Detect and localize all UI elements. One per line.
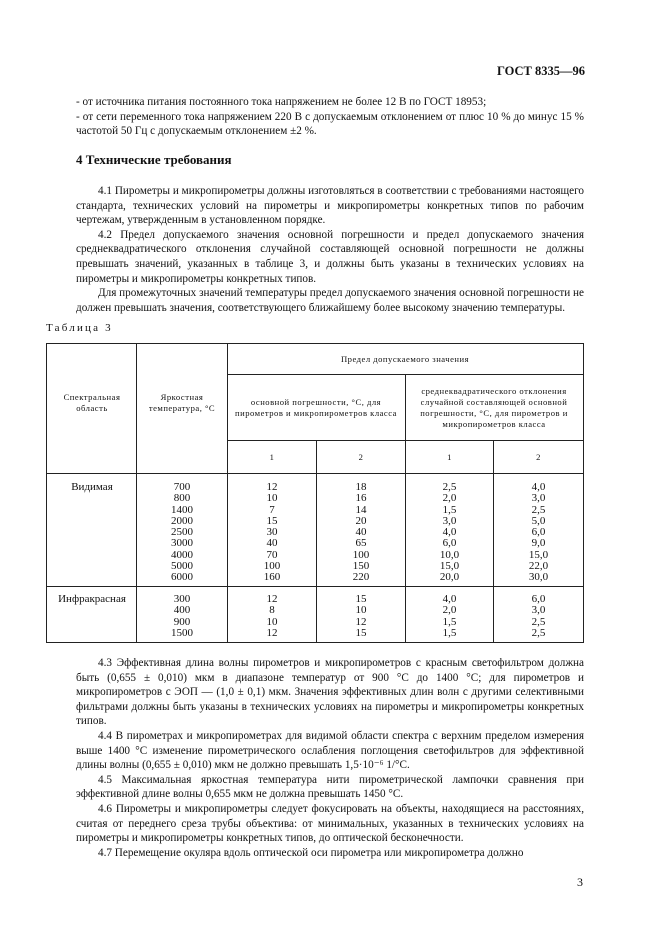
basic-class1-visible: 12 10 7 15 30 40 70 100 160 [263, 481, 281, 584]
power-supply-text [76, 95, 584, 139]
table-divider [493, 440, 494, 642]
basic-class2-infrared: 15 10 12 15 [355, 593, 367, 639]
std-class2-infrared: 6,0 3,0 2,5 2,5 [531, 593, 546, 639]
std-class2-visible: 4,0 3,0 2,5 5,0 6,0 9,0 15,0 22,0 30,0 [528, 481, 549, 584]
paragraph-4-6: 4.6 Пирометры и микропирометры следует фокусировать на объекты, находящиеся на расстояниях, считая от переднего среза трубы объектива: от минимальных, указанных в технических условиях на пирометры и микропирометры конкретных типов, до оптической бесконечности. [76, 802, 584, 845]
table-divider [227, 374, 583, 375]
paragraph-4-7: 4.7 Перемещение окуляра вдоль оптической оси пирометра или микропирометра должно [98, 846, 524, 859]
paragraph-4-4: 4.4 В пирометрах и микропирометрах для видимой области спектра с верхним пределом измерения выше 1400 °С изменение пирометрического ослабления поглощения светофильтров для эффективной длины волны (0,655 ± 0,010) мкм не должно превышать 1,5·10⁻⁶ 1/°С. [76, 729, 584, 772]
paragraph-4-5: 4.5 Максимальная яркостная температура нити пирометрической лампочки сравнения при эффективной длине волны 0,655 мкм не должна превышать 1450 °С. [76, 773, 584, 801]
table-divider [405, 374, 406, 642]
basic-class2-visible: 18 16 14 20 40 65 100 150 220 [352, 481, 370, 584]
header-class-1-basic: 1 [269, 452, 275, 462]
temps-visible: 700 800 1400 2000 2500 3000 4000 5000 6000 [171, 481, 193, 584]
document-code: ГОСТ 8335—96 [496, 64, 585, 78]
paragraph-intermediate: Для промежуточных значений температуры предел допускаемого значения основной погрешности не должен превышать значения, соответствующего ближайшему более высокому значению температуры. [76, 287, 584, 314]
header-spectral-region: Спектральная область [63, 392, 121, 413]
std-class1-infrared: 4,0 2,0 1,5 1,5 [442, 593, 457, 639]
region-infrared: Инфракрасная [58, 593, 126, 605]
table-caption: Таблица 3 [46, 322, 113, 334]
table-divider [47, 586, 583, 587]
paragraph-4-1: 4.1 Пирометры и микропирометры должны изготовляться в соответствии с требованиями настоящего стандарта, технических условий на пирометры и микропирометры конкретных типов по рабочим чертежам, утвержденным в установленном порядке. [76, 185, 584, 227]
requirements-text-bottom [76, 656, 584, 860]
header-class-2-basic: 2 [358, 452, 364, 462]
table-divider [136, 344, 137, 642]
table-divider [227, 344, 228, 642]
page-number: 3 [577, 875, 583, 889]
temps-infrared: 300 400 900 1500 [171, 593, 193, 639]
table-3 [46, 343, 584, 643]
table-divider [227, 440, 583, 441]
supply-item-dc: - от источника питания постоянного тока напряжением не более 12 В по ГОСТ 18953; [76, 96, 487, 108]
header-std-deviation: среднеквадратического отклонения случайной составляющей основной погрешности, °С, для пирометров и микропирометров класса [420, 386, 568, 429]
header-basic-error: основной погрешности, °С, для пирометров и микропирометров класса [235, 397, 397, 418]
header-limit: Предел допускаемого значения [340, 354, 470, 364]
region-visible: Видимая [71, 481, 113, 493]
paragraph-4-3: 4.3 Эффективная длина волны пирометров и микропирометров с красным светофильтром должна быть (0,655 ± 0,010) мкм в диапазоне температур от 900 °С до 1400 °С; для пирометров и микропирометров с ЭОП — (1,0 ± 0,1) мкм. Значения эффективных длин волн с другими селективными фильтрами должны быть указаны в технических условиях на пирометры и микропирометры конкретных типов. [76, 657, 584, 728]
section-title: 4 Технические требования [76, 152, 232, 167]
requirements-text-top [76, 184, 584, 315]
paragraph-4-2: 4.2 Предел допускаемого значения основной погрешности и предел допускаемого значения среднеквадратического отклонения случайной составляющей основной погрешности не должны превышать значений, указанных в таблице 3, и должны быть указаны в технических условиях на пирометры и микропирометры конкретных типов. [76, 228, 584, 285]
basic-class1-infrared: 12 8 10 12 [266, 593, 278, 639]
header-class-1-std: 1 [447, 452, 452, 462]
table-divider [47, 473, 583, 474]
table-divider [316, 440, 317, 642]
header-brightness-temperature: Яркостная температура, °С [148, 392, 216, 413]
std-class1-visible: 2,5 2,0 1,5 3,0 4,0 6,0 10,0 15,0 20,0 [439, 481, 460, 584]
supply-item-ac: - от сети переменного тока напряжением 220 В с допускаемым отклонением от плюс 10 % до минус 15 % частотой 50 Гц с допускаемым отклонением ±2 %. [76, 110, 584, 138]
header-class-2-std: 2 [536, 452, 541, 462]
